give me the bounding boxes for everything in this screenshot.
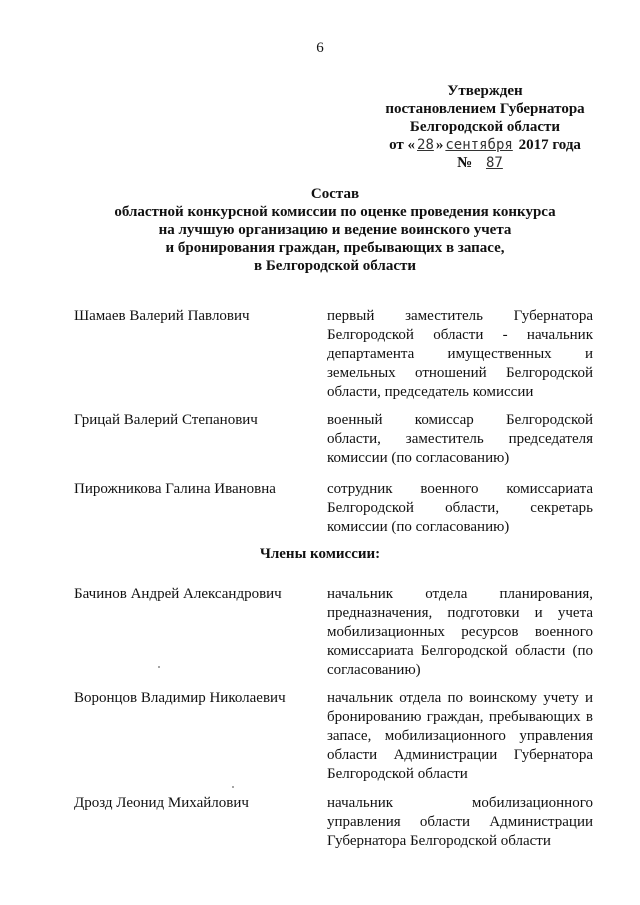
number-label: № — [457, 155, 473, 171]
date-year: 2017 года — [518, 137, 581, 153]
date-month: сентября — [445, 137, 513, 153]
member-name: Воронцов Владимир Николаевич — [74, 690, 286, 706]
scan-speck — [232, 786, 234, 788]
member-role: первый заместитель Губернатора Белгородской области - начальник департамента имущественных и земельных отношений Белгородской области, председатель комиссии — [327, 308, 593, 400]
member-role: начальник отдела по воинскому учету и бронированию граждан, пребывающих в запасе, мобилизационного управления области Администрации Губернатора Белгородской области — [327, 690, 593, 782]
member-name: Бачинов Андрей Александрович — [74, 586, 282, 602]
member-role: сотрудник военного комиссариата Белгородской области, секретарь комиссии (по согласованию) — [327, 481, 593, 535]
page-number: 6 — [316, 40, 324, 56]
scan-speck — [158, 666, 160, 668]
approval-line-2: постановлением Губернатора — [385, 101, 585, 117]
member-role: начальник отдела планирования, предназначения, подготовки и учета мобилизационных ресурсов военного комиссариата Белгородской области (по согласованию) — [327, 586, 593, 678]
approval-block — [360, 82, 610, 172]
number-value: 87 — [485, 155, 503, 171]
member-name: Грицай Валерий Степанович — [74, 412, 258, 428]
member-name: Пирожникова Галина Ивановна — [74, 481, 276, 497]
member-name: Шамаев Валерий Павлович — [74, 308, 250, 324]
member-role: начальник мобилизационного управления области Администрации Губернатора Белгородской области — [327, 795, 593, 849]
title-line-4: и бронирования граждан, пребывающих в запасе, — [165, 240, 505, 256]
approval-date — [360, 136, 610, 154]
approval-line-3: Белгородской области — [409, 119, 561, 135]
approval-line-1: Утвержден — [447, 83, 523, 99]
members-section-title: Члены комиссии: — [259, 546, 381, 562]
date-prefix: от « — [389, 137, 416, 153]
title-line-1: Состав — [310, 186, 360, 202]
date-month-sep: » — [435, 137, 444, 153]
title-line-5: в Белгородской области — [254, 258, 416, 274]
date-day: 28 — [417, 137, 434, 153]
member-name: Дрозд Леонид Михайлович — [74, 795, 249, 811]
member-role: военный комиссар Белгородской области, заместитель председателя комиссии (по согласованию) — [327, 412, 593, 466]
title-line-3: на лучшую организацию и ведение воинского учета — [158, 222, 512, 238]
document-title — [100, 185, 570, 275]
title-line-2: областной конкурсной комиссии по оценке проведения конкурса — [114, 204, 556, 220]
approval-number — [360, 154, 610, 172]
